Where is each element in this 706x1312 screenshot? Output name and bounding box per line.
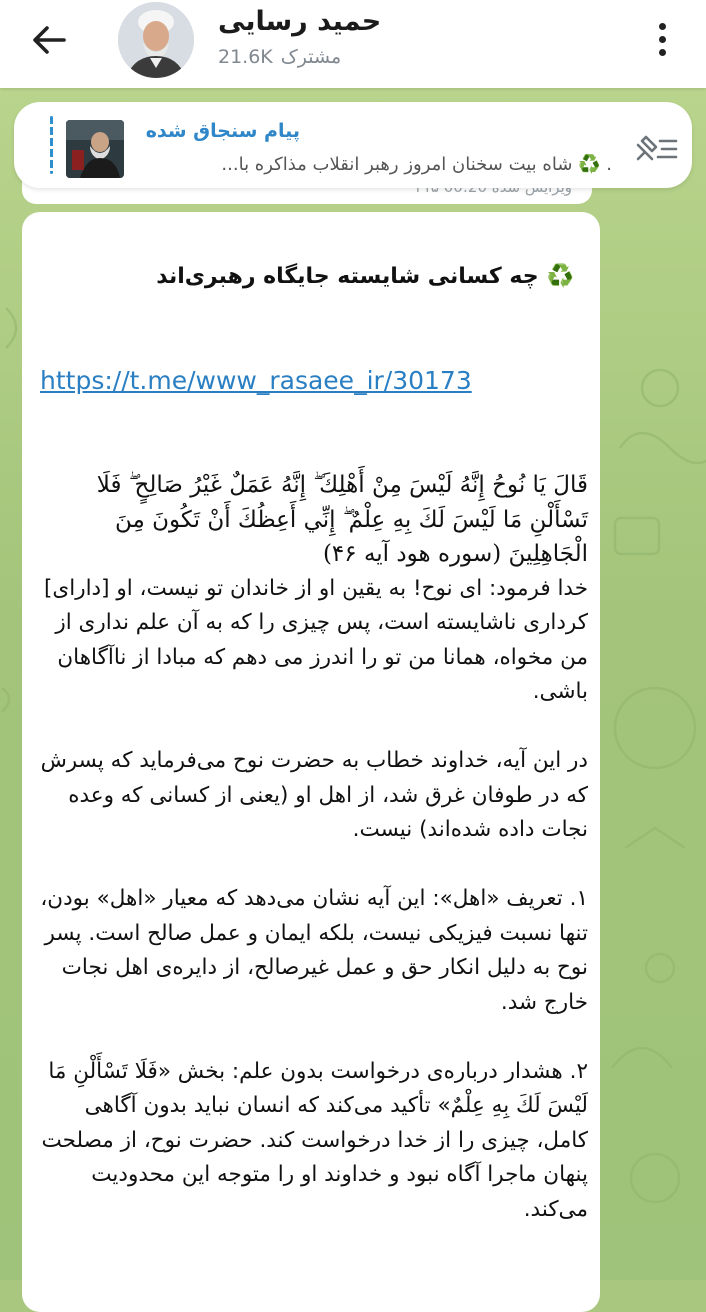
more-options-button[interactable] — [644, 16, 680, 62]
spacer — [40, 710, 588, 745]
pin-list-icon — [632, 131, 680, 165]
dot — [659, 49, 666, 56]
subscriber-info — [218, 46, 341, 68]
vertical-dots-icon — [659, 23, 666, 30]
message-title-text: چه کسانی شایسته جایگاه رهبری‌اند — [156, 264, 539, 289]
pinned-list-button[interactable] — [630, 128, 682, 168]
message-bubble[interactable] — [22, 212, 600, 1312]
channel-title[interactable]: حمید رسایی — [218, 6, 382, 37]
back-button[interactable] — [22, 18, 76, 62]
pinned-thumbnail — [66, 120, 124, 178]
channel-avatar[interactable] — [118, 2, 194, 78]
dot — [659, 36, 666, 43]
subscriber-count: 21.6K — [218, 46, 273, 68]
spacer — [40, 1020, 588, 1055]
verse-translation: خدا فرمود: ای نوح! به یقین او از خاندان تو نیست، او [دارای] کرداری ناشایسته است، پس چیزی را که به آن علم نداری از من مخواه، همانا من تو را اندرز می دهم که مبادا از ناآگاهان باشی. — [44, 575, 588, 704]
pinned-indicator — [50, 116, 53, 174]
paragraph-point-1: ۱. تعریف «اهل»: این آیه نشان می‌دهد که معیار «اهل» بودن، تنها نسبت فیزیکی نیست، بلکه ایمان و عمل صالح است. پسر نوح به دلیل انکار حق و عمل غیرصالح، از دایره‌ی اهل نجات خارج شد. — [40, 886, 588, 1015]
pinned-message-bar[interactable] — [14, 102, 692, 188]
subscriber-label: مشترک — [280, 46, 342, 68]
profile-photo — [118, 2, 194, 78]
message-body — [40, 468, 588, 1227]
arrow-left-icon — [32, 25, 66, 55]
paragraph-point-2: ۲. هشدار درباره‌ی درخواست بدون علم: بخش «فَلَا تَسْأَلْنِ مَا لَيْسَ لَكَ بِهِ عِلْمٌ» تأکید می‌کند که انسان نباید بدون آگاهی کامل، چیزی را از خدا درخواست کند. حضرت نوح، از مصلحت پنهان ماجرا آگاه نبود و خداوند او را متوجه این محدودیت می‌کند. — [41, 1058, 588, 1222]
quran-verse: قَالَ يَا نُوحُ إِنَّهُ لَيْسَ مِنْ أَهْلِكَ ۖ إِنَّهُ عَمَلٌ غَيْرُ صَالِحٍ ۖ فَلَا تَسْأَلْنِ مَا لَيْسَ لَكَ بِهِ عِلْمٌ ۖ إِنِّي أَعِظُكَ أَنْ تَكُونَ مِنَ الْجَاهِلِينَ (سوره هود آیه ۴۶) — [96, 472, 588, 567]
message-title — [156, 264, 574, 289]
pinned-preview: . ♻️ شاه بیت سخنان امروز رهبر انقلاب مذاکره با... — [221, 154, 612, 175]
recycle-emoji-icon: ♻️ — [546, 264, 574, 289]
pinned-title: پیام سنجاق شده — [145, 120, 300, 142]
spacer — [40, 848, 588, 883]
message-link[interactable]: https://t.me/www_rasaee_ir/30173 — [40, 366, 472, 395]
paragraph-intro: در این آیه، خداوند خطاب به حضرت نوح می‌فرماید که پسرش که در طوفان غرق شد، از اهل او (یعنی از کسانی که وعده نجات داده شده‌اند) نیست. — [40, 748, 588, 842]
pinned-photo — [66, 120, 124, 178]
chat-header — [0, 0, 706, 88]
